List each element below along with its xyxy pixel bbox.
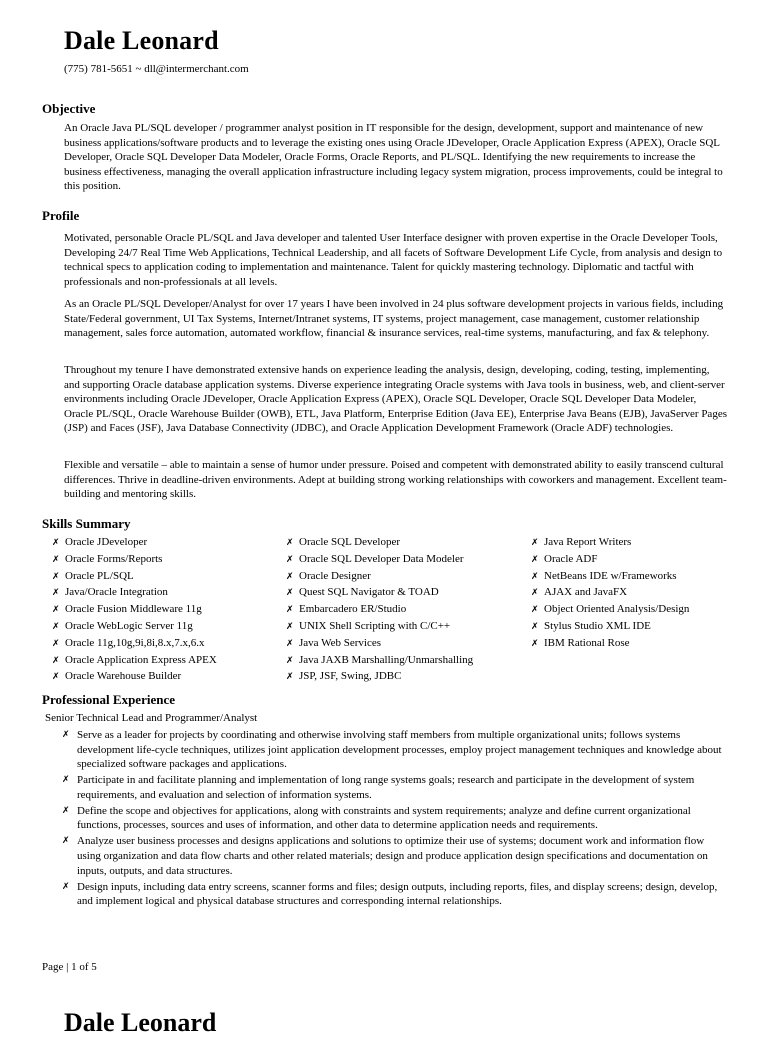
candidate-name: Dale Leonard <box>64 26 219 55</box>
page-number: Page | 1 of 5 <box>42 961 97 973</box>
duty-item <box>62 773 730 802</box>
skill-label: Oracle Designer <box>299 569 371 582</box>
profile-paragraph: Flexible and versatile – able to maintain a sense of humor under pressure. Poised and competent with demonstrated ability to easily transcend cultural differences. Thrive in deadline-driven environments. Adept at building strong working relationships with coworkers and management. Excellent team-building and mentoring skills. <box>64 459 727 501</box>
skill-label: Quest SQL Navigator & TOAD <box>299 586 439 599</box>
skill-label: Oracle Forms/Reports <box>65 552 163 565</box>
x-mark-icon: ✗ <box>62 805 70 816</box>
profile-heading: Profile <box>42 208 80 223</box>
skill-item <box>531 535 689 552</box>
x-mark-icon: ✗ <box>286 554 294 565</box>
x-mark-icon: ✗ <box>52 621 60 632</box>
x-mark-icon: ✗ <box>62 881 70 892</box>
skill-item <box>52 535 217 552</box>
objective-text: An Oracle Java PL/SQL developer / programmer analyst position in IT responsible for the design, development, support and maintenance of new business applications/software products and to leverage the existing ones using Oracle JDeveloper, Oracle Application Express (APEX), Oracle SQL Developer, Oracle SQL Developer Data Modeler, Oracle Forms, Oracle Reports, and PL/SQL. Identifying the new requirements to increase the business effectiveness, managing the overall application infrastructure including legacy system migration, process improvements, could be integral to this position. <box>64 122 723 193</box>
profile-paragraph: As an Oracle PL/SQL Developer/Analyst for over 17 years I have been involved in 24 plus software development projects in various fields, including State/Federal government, UI Tax Systems, Internet/Intranet systems, IT systems, project management, case management, customer relationship management, sales force automation, automated workflow, financial & insurance services, real-time systems, manufacturing, and fax & telephony. <box>64 298 724 340</box>
skill-label: Oracle Fusion Middleware 11g <box>65 603 202 616</box>
duty-item <box>62 880 730 909</box>
skill-item <box>286 602 473 619</box>
skill-item <box>286 569 473 586</box>
skill-label: Java Report Writers <box>544 536 632 548</box>
x-mark-icon: ✗ <box>62 730 70 740</box>
skill-item <box>531 569 689 586</box>
skill-label: Oracle PL/SQL <box>65 569 134 582</box>
x-mark-icon: ✗ <box>531 621 539 632</box>
skill-item <box>52 552 217 569</box>
x-mark-icon: ✗ <box>286 638 294 649</box>
experience-heading: Professional Experience <box>42 692 175 707</box>
duty-item <box>62 834 730 878</box>
profile-paragraph: Motivated, personable Oracle PL/SQL and Java developer and talented User Interface designer with proven expertise in the Oracle Developer Tools, Developing 24/7 Real Time Web Applications, Technical Leadership, and all facets of Software Development Life Cycle, from analysis and design to technical specs to application coding to implementation and maintenance. Talent for quickly mastering technology. Diplomatic and tactful with professionals and non-professionals at all levels. <box>64 232 723 288</box>
next-page-name: Dale Leonard <box>64 1008 217 1037</box>
x-mark-icon: ✗ <box>286 571 294 582</box>
x-mark-icon: ✗ <box>62 836 70 847</box>
duty-text: Analyze user business processes and designs applications and solutions to optimize their use of systems; document work and information flow using organization and data flow charts and other related materials; design and produce application design specifications and documentation on inputs, outputs, and data structures. <box>77 835 708 877</box>
skill-item <box>286 636 473 653</box>
skill-item <box>286 585 473 602</box>
skill-label: Oracle Warehouse Builder <box>65 670 182 683</box>
duties-list <box>62 728 730 910</box>
skill-label: Oracle ADF <box>544 552 598 565</box>
profile-paragraph: Throughout my tenure I have demonstrated extensive hands on experience leading the analysis, design, developing, coding, testing, implementing, and supporting Oracle database application systems. Diverse experience integrating Oracle systems with Java tools in business, web, and client-server environments including Oracle JDeveloper, Oracle Application Express (APEX), Oracle SQL Developer, Oracle SQL Developer Data Modeler, Oracle PL/SQL, Oracle Warehouse Builder (OWB), ETL, Java Platform, Enterprise Edition (Java EE), Enterprise Java Beans (EJB), JavaServer Pages (JSP) and Faces (JSF), Java Database Connectivity (JDBC), and Oracle Application Development Framework (Oracle ADF) technologies. <box>64 364 727 435</box>
x-mark-icon: ✗ <box>531 554 539 565</box>
skill-label: Oracle WebLogic Server 11g <box>65 619 193 632</box>
skill-item <box>286 653 473 670</box>
skill-item <box>52 619 217 636</box>
contact-line: (775) 781-5651 ~ dll@intermerchant.com <box>64 63 249 75</box>
x-mark-icon: ✗ <box>531 638 539 649</box>
x-mark-icon: ✗ <box>286 672 294 683</box>
x-mark-icon: ✗ <box>52 638 60 649</box>
skill-item <box>286 535 473 552</box>
skill-item <box>531 636 689 653</box>
skills-column-2 <box>286 535 473 686</box>
skill-label: NetBeans IDE w/Frameworks <box>544 569 677 582</box>
skill-item <box>52 602 217 619</box>
duty-text: Design inputs, including data entry screens, scanner forms and files; design outputs, including reports, files, and display screens; design, develop, and implement logical and physical database structures and corresponding internal relationships. <box>77 880 718 908</box>
x-mark-icon: ✗ <box>286 621 294 632</box>
skills-heading: Skills Summary <box>42 516 131 531</box>
skill-item <box>52 585 217 602</box>
objective-heading: Objective <box>42 101 96 116</box>
skill-item <box>52 636 217 653</box>
duty-text: Serve as a leader for projects by coordinating and otherwise involving staff members from multiple organizational units; follows systems development life-cycle techniques, utilizes joint application development processes, employ project management techniques and knowledge about specialized software packages and applications. <box>77 729 722 771</box>
skill-label: Oracle 11g,10g,9i,8i,8.x,7.x,6.x <box>65 636 205 649</box>
skill-item <box>286 669 473 686</box>
duty-item <box>62 804 730 833</box>
skills-column-1 <box>52 535 217 686</box>
x-mark-icon: ✗ <box>52 672 60 683</box>
skill-label: Object Oriented Analysis/Design <box>544 603 690 616</box>
x-mark-icon: ✗ <box>531 571 539 582</box>
skill-item <box>531 619 689 636</box>
skill-label: Stylus Studio XML IDE <box>544 619 651 632</box>
x-mark-icon: ✗ <box>531 605 539 616</box>
x-mark-icon: ✗ <box>286 605 294 616</box>
skill-item <box>286 552 473 569</box>
x-mark-icon: ✗ <box>52 571 60 582</box>
x-mark-icon: ✗ <box>286 538 294 548</box>
x-mark-icon: ✗ <box>286 588 294 599</box>
duty-text: Participate in and facilitate planning and implementation of long range systems goals; research and participate in the development of system requirements, and evaluation and selection of information systems. <box>77 774 695 801</box>
x-mark-icon: ✗ <box>52 554 60 565</box>
x-mark-icon: ✗ <box>52 655 60 666</box>
x-mark-icon: ✗ <box>62 775 70 786</box>
skill-label: Oracle Application Express APEX <box>65 653 217 666</box>
skill-item <box>286 619 473 636</box>
job-title: Senior Technical Lead and Programmer/Analyst <box>45 712 258 724</box>
skill-label: AJAX and JavaFX <box>544 586 628 599</box>
skill-item <box>531 602 689 619</box>
x-mark-icon: ✗ <box>52 605 60 616</box>
skill-item <box>531 552 689 569</box>
skill-label: Oracle JDeveloper <box>65 536 148 548</box>
x-mark-icon: ✗ <box>52 588 60 599</box>
skill-label: Java/Oracle Integration <box>65 586 168 599</box>
x-mark-icon: ✗ <box>531 538 539 548</box>
skill-item <box>531 585 689 602</box>
skill-label: Java Web Services <box>299 636 381 649</box>
x-mark-icon: ✗ <box>286 655 294 666</box>
skills-column-3 <box>531 535 689 653</box>
skill-item <box>52 569 217 586</box>
skill-label: Oracle SQL Developer Data Modeler <box>299 552 464 565</box>
skill-item <box>52 669 217 686</box>
skill-label: UNIX Shell Scripting with C/C++ <box>299 619 451 632</box>
skill-label: Oracle SQL Developer <box>299 536 400 548</box>
skill-label: Java JAXB Marshalling/Unmarshalling <box>299 653 474 666</box>
duty-text: Define the scope and objectives for applications, along with constraints and system requirements; analyze and define current organizational functions, processes, sources and uses of information, and other data to determine application needs and requirements. <box>77 804 691 832</box>
skill-label: JSP, JSF, Swing, JDBC <box>299 670 402 683</box>
skill-item <box>52 653 217 670</box>
skill-label: Embarcadero ER/Studio <box>299 603 407 616</box>
x-mark-icon: ✗ <box>52 538 60 548</box>
duty-item <box>62 728 730 772</box>
skill-label: IBM Rational Rose <box>544 636 630 649</box>
x-mark-icon: ✗ <box>531 588 539 599</box>
